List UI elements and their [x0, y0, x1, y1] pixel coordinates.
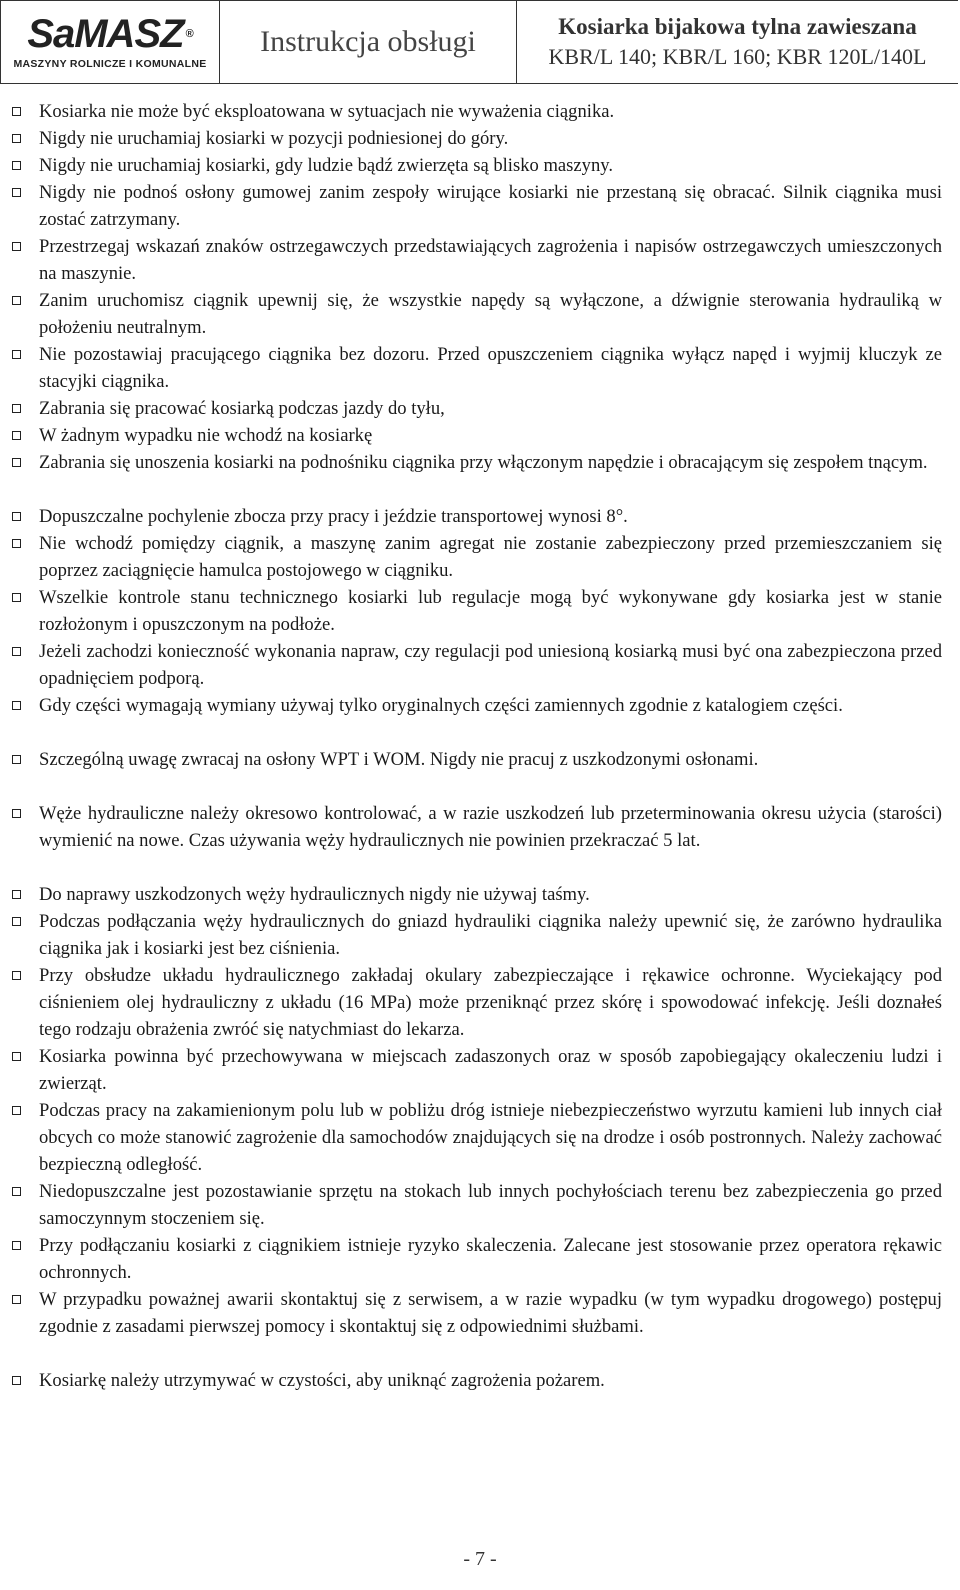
bullet-checkbox-icon [12, 809, 21, 818]
bullet-checkbox-icon [12, 539, 21, 548]
page-number: - 7 - [463, 1548, 497, 1570]
manual-title: Instrukcja obsługi [260, 25, 476, 58]
bullet-checkbox-icon [12, 593, 21, 602]
bullet-checkbox-icon [12, 971, 21, 980]
bullet-checkbox-icon [12, 107, 21, 116]
bullet-checkbox-icon [12, 755, 21, 764]
bullet-checkbox-icon [12, 188, 21, 197]
bullet-checkbox-icon [12, 458, 21, 467]
product-models: KBR/L 140; KBR/L 160; KBR 120L/140L [548, 44, 927, 69]
bullet-checkbox-icon [12, 512, 21, 521]
page-header [0, 0, 958, 84]
bullet-checkbox-icon [12, 1241, 21, 1250]
logo-tagline: MASZYNY ROLNICZE I KOMUNALNE [13, 58, 207, 70]
bullet-checkbox-icon [12, 1376, 21, 1385]
bullet-checkbox-icon [12, 134, 21, 143]
bullet-checkbox-icon [12, 917, 21, 926]
bullet-checkbox-icon [12, 431, 21, 440]
bullet-checkbox-icon [12, 296, 21, 305]
bullet-checkbox-icon [12, 350, 21, 359]
bullet-checkbox-icon [12, 404, 21, 413]
bullet-checkbox-icon [12, 242, 21, 251]
company-logo [1, 1, 220, 83]
bullet-checkbox-icon [12, 890, 21, 899]
bullet-checkbox-icon [12, 161, 21, 170]
bullet-checkbox-icon [12, 1187, 21, 1196]
logo-wordmark: SaMASZ ® [27, 12, 193, 56]
bullet-checkbox-icon [12, 1106, 21, 1115]
product-name: Kosiarka bijakowa tylna zawieszana [558, 14, 917, 39]
bullet-checkbox-icon [12, 1052, 21, 1061]
bullet-checkbox-icon [12, 647, 21, 656]
bullet-checkbox-icon [12, 701, 21, 710]
bullet-checkbox-icon [12, 1295, 21, 1304]
